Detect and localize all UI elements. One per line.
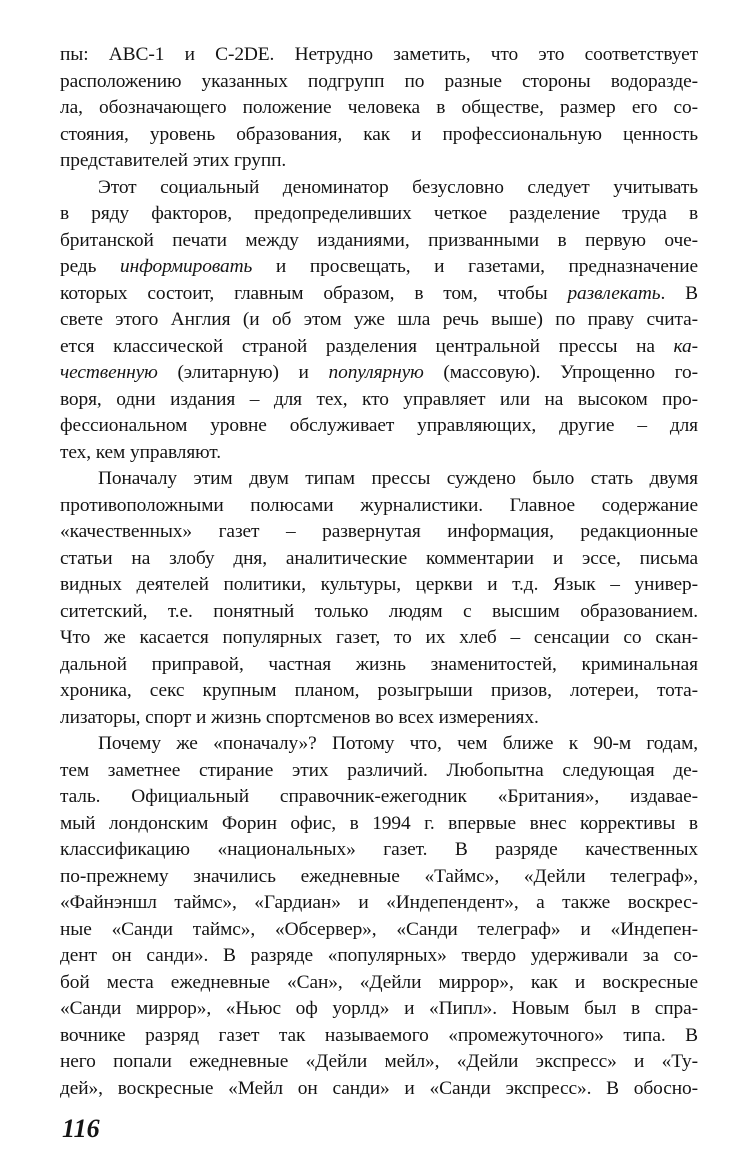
text-line	[60, 201, 698, 228]
text-run: в ряду факторов, предопределивших четкое разделение труда в	[60, 203, 698, 224]
text-line	[60, 811, 698, 838]
text-line	[60, 890, 698, 917]
text-line	[60, 281, 698, 308]
text-run: видных деятелей политики, культуры, церкви и т.д. Язык – универ-	[60, 574, 698, 595]
emphasized-text: популярную	[328, 362, 424, 383]
text-run: вочнике разряд газет так называемого «промежуточного» типа. В	[60, 1024, 698, 1046]
text-run: Почему же «поначалу»? Потому что, чем ближе к 90-м годам,	[98, 733, 698, 754]
text-run: по-прежнему значились ежедневные «Таймс», «Дейли телеграф»,	[60, 865, 698, 887]
text-line	[60, 493, 698, 520]
text-run: ла, обозначающего положение человека в обществе, размер его со-	[60, 97, 698, 118]
text-run: представителей этих групп.	[60, 150, 287, 171]
text-line	[60, 519, 698, 546]
text-run: стояния, уровень образования, как и профессиональную ценность	[60, 123, 698, 145]
text-line	[60, 970, 698, 997]
text-line	[60, 572, 698, 599]
text-line	[60, 705, 698, 732]
text-run: британской печати между изданиями, призванными в первую оче-	[60, 229, 698, 251]
text-line	[60, 440, 698, 467]
text-run: бой места ежедневные «Сан», «Дейли миррор», как и воскресные	[60, 971, 698, 993]
text-run: дей», воскресные «Мейл он санди» и «Санди экспресс». В обосно-	[60, 1077, 698, 1099]
text-line	[60, 175, 698, 202]
text-run: дент он санди». В разряде «популярных» твердо удерживали за со-	[60, 945, 698, 966]
text-run: . В	[660, 282, 698, 304]
text-line	[60, 652, 698, 679]
text-run: редь	[60, 256, 121, 277]
text-line	[60, 731, 698, 758]
text-run: воря, одни издания – для тех, кто управляет или на высоком про-	[60, 388, 698, 410]
text-line	[60, 466, 698, 493]
text-line	[60, 228, 698, 255]
text-line	[60, 387, 698, 414]
text-run: ется классической страной разделения центральной прессы на	[60, 335, 674, 357]
text-line	[60, 837, 698, 864]
text-line	[60, 943, 698, 970]
text-line	[60, 1076, 698, 1103]
text-line	[60, 42, 698, 69]
text-line	[60, 546, 698, 573]
text-run: Этот социальный деноминатор безусловно следует учитывать	[98, 176, 698, 198]
text-line	[60, 996, 698, 1023]
text-run: мый лондонским Форин офис, в 1994 г. впервые внес коррективы в	[60, 812, 698, 834]
emphasized-text: развлекать	[567, 282, 661, 304]
text-run: фессиональном уровне обслуживает управляющих, другие – для	[60, 415, 698, 436]
text-run: противоположными полюсами журналистики. Главное содержание	[60, 494, 698, 516]
text-run: ситетский, т.е. понятный только людям с высшим образованием.	[60, 600, 698, 622]
text-line	[60, 1023, 698, 1050]
text-line	[60, 625, 698, 652]
text-run: ные «Санди таймс», «Обсервер», «Санди телеграф» и «Индепен-	[60, 918, 698, 940]
text-line	[60, 917, 698, 944]
text-run: «качественных» газет – развернутая информация, редакционные	[60, 521, 698, 542]
text-line	[60, 758, 698, 785]
text-run: тем заметнее стирание этих различий. Любопытна следующая де-	[60, 759, 698, 781]
text-line	[60, 413, 698, 440]
text-line	[60, 307, 698, 334]
text-line	[60, 95, 698, 122]
text-run: (элитарную) и	[157, 362, 329, 383]
text-run: дальной приправой, частная жизнь знаменитостей, криминальная	[60, 653, 698, 675]
text-run: классификацию «национальных» газет. В разряде качественных	[60, 839, 698, 860]
text-run: Что же касается популярных газет, то их хлеб – сенсации со скан-	[60, 627, 698, 648]
text-line	[60, 254, 698, 281]
text-run: «Санди миррор», «Ньюс оф уорлд» и «Пипл». Новым был в спра-	[60, 998, 698, 1019]
emphasized-text: чественную	[60, 362, 158, 383]
text-run: которых состоит, главным образом, в том, чтобы	[60, 282, 568, 304]
text-line	[60, 678, 698, 705]
text-run: «Файнэншл таймс», «Гардиан» и «Индепендент», а также воскрес-	[60, 892, 698, 913]
text-line	[60, 69, 698, 96]
text-run: него попали ежедневные «Дейли мейл», «Дейли экспресс» и «Ту-	[60, 1051, 698, 1072]
text-run: Поначалу этим двум типам прессы суждено было стать двумя	[98, 468, 698, 489]
text-run: расположению указанных подгрупп по разные стороны водоразде-	[60, 70, 698, 92]
emphasized-text: ка-	[673, 335, 698, 357]
text-line	[60, 784, 698, 811]
text-line	[60, 599, 698, 626]
text-run: таль. Официальный справочник-ежегодник «Британия», издавае-	[60, 786, 698, 807]
text-run: пы: АВС-1 и С-2DE. Нетрудно заметить, что это соответствует	[60, 44, 698, 65]
emphasized-text: информировать	[120, 256, 253, 277]
text-run: статьи на злобу дня, аналитические комментарии и эссе, письма	[60, 547, 698, 569]
text-run: тех, кем управляют.	[60, 441, 221, 463]
body-text	[60, 42, 698, 1102]
text-run: лизаторы, спорт и жизнь спортсменов во всех измерениях.	[60, 706, 539, 728]
text-run: (массовую). Упрощенно го-	[423, 362, 698, 383]
text-run: и просвещать, и газетами, предназначение	[252, 256, 698, 277]
text-line	[60, 1049, 698, 1076]
text-run: хроника, секс крупным планом, розыгрыши призов, лотереи, тота-	[60, 680, 698, 701]
text-line	[60, 122, 698, 149]
text-line	[60, 334, 698, 361]
page-number: 116	[62, 1114, 100, 1143]
text-run: свете этого Англия (и об этом уже шла речь выше) по праву счита-	[60, 309, 698, 330]
text-line	[60, 360, 698, 387]
text-line	[60, 864, 698, 891]
text-line	[60, 148, 698, 175]
